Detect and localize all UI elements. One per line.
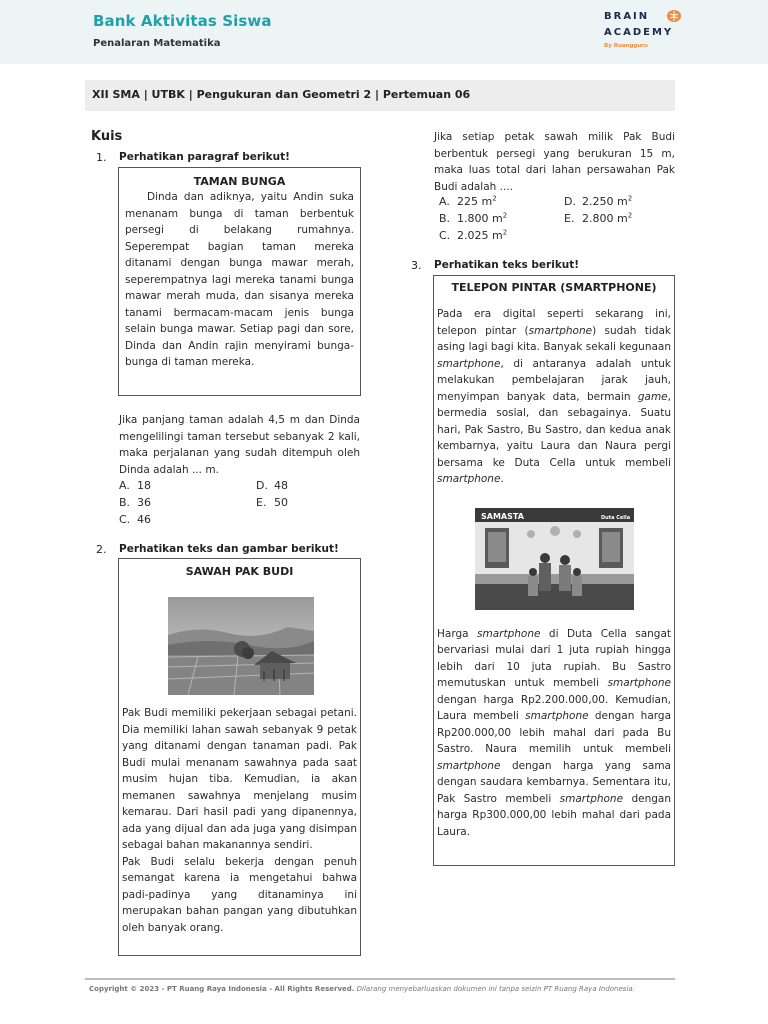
q1-option-b xyxy=(119,496,151,509)
store-sign: SAMASTA xyxy=(481,511,524,521)
q2-option-e-unit: m xyxy=(617,212,628,225)
q2-option-b xyxy=(439,212,507,225)
header-title: Bank Aktivitas Siswa xyxy=(93,12,272,30)
q2-option-a-label: A. xyxy=(439,195,450,208)
phone-store-illustration xyxy=(471,500,638,610)
logo-line2: ACADEMY xyxy=(604,27,674,38)
q2-option-e xyxy=(564,212,632,225)
q2-option-e-exp: 2 xyxy=(627,211,633,220)
header-subtitle: Penalaran Matematika xyxy=(93,38,221,49)
q1-option-d xyxy=(256,479,288,492)
q1-option-c xyxy=(119,513,151,526)
q1-number: 1. xyxy=(96,151,107,164)
q2-option-e-label: E. xyxy=(564,212,575,225)
page-header xyxy=(0,0,768,64)
q2-option-c-exp: 2 xyxy=(502,228,508,237)
logo-line1: BRAIN xyxy=(604,11,650,22)
q3-box-title: TELEPON PINTAR (SMARTPHONE) xyxy=(451,281,657,294)
q2-option-c-label: C. xyxy=(439,229,451,242)
q2-option-c-unit: m xyxy=(492,229,503,242)
q1-option-e-text: 50 xyxy=(274,496,288,509)
q2-option-a-exp: 2 xyxy=(492,194,497,203)
footer-notice: Dilarang menyebarluaskan dokumen ini tanpa seizin PT Ruang Raya Indonesia. xyxy=(356,985,635,993)
q2-box-title: SAWAH PAK BUDI xyxy=(185,565,294,578)
q1-option-c-text: 46 xyxy=(137,513,151,526)
logo-byline: By Ruangguru xyxy=(604,43,648,49)
q1-option-c-label: C. xyxy=(119,513,131,526)
q1-option-e-label: E. xyxy=(256,496,267,509)
q1-option-a-text: 18 xyxy=(137,479,151,492)
q2-option-e-value: 2.800 xyxy=(582,212,614,225)
q2-option-a xyxy=(439,195,497,208)
q2-option-d xyxy=(564,195,632,208)
q2-paragraph-1: Pak Budi memiliki pekerjaan sebagai petani. Dia memiliki lahan sawah sebanyak 9 petak yang ditanami dengan tanaman padi. Pak Budi mulai menanam sawahnya pada saat musim hujan tiba. Kemudian, ia akan memanen sawahnya menjelang musim kemarau. Dari hasil padi yang dipanennya, ada yang dijual dan ada juga yang disimpan sebagai bahan makanannya sendiri. xyxy=(122,707,357,851)
q2-option-d-exp: 2 xyxy=(627,194,633,203)
q3-text-box xyxy=(433,275,675,866)
q3-prompt: Perhatikan teks berikut! xyxy=(434,259,580,271)
page-footer xyxy=(89,985,635,993)
q2-number: 2. xyxy=(96,543,107,556)
q2-option-b-value: 1.800 xyxy=(457,212,489,225)
brain-academy-logo xyxy=(604,9,684,53)
q1-option-a xyxy=(119,479,151,492)
q2-paragraph-2: Pak Budi selalu bekerja dengan penuh semangat karena ia mengetahui bahwa padi-padinya yang ditanaminya ini merupakan bahan pangan yang dibutuhkan oleh banyak orang. xyxy=(122,855,357,934)
q2-option-c xyxy=(439,229,507,242)
q2-option-d-unit: m xyxy=(617,195,628,208)
store-name: Duta Cella xyxy=(601,514,631,521)
q1-option-d-label: D. xyxy=(256,479,268,492)
q2-option-b-unit: m xyxy=(492,212,503,225)
rice-field-illustration xyxy=(168,597,314,695)
brain-icon xyxy=(666,9,682,23)
q1-option-d-text: 48 xyxy=(274,479,288,492)
q2-question: Jika setiap petak sawah milik Pak Budi berbentuk persegi yang berukuran 15 m, maka luas total dari lahan persawahan Pak Budi adalah .... xyxy=(434,131,675,193)
q1-option-e xyxy=(256,496,288,509)
q2-prompt: Perhatikan teks dan gambar berikut! xyxy=(119,543,339,555)
footer-copyright: Copyright © 2023 - PT Ruang Raya Indonesia - All Rights Reserved. xyxy=(89,985,355,993)
q1-paragraph: Dinda dan adiknya, yaitu Andin suka menanam bunga di taman berbentuk persegi di belakang rumahnya. Seperempat bagian taman mereka ditanami dengan bunga mawar merah, seperempatnya lagi mereka tanami bunga mawar merah muda, dan sisanya mereka tanami bermacam-macam jenis bunga selain bunga mawar. Setiap pagi dan sore, Dinda dan Andin rajin menyirami bunga-bunga di taman mereka. xyxy=(125,191,354,368)
topic-bar xyxy=(85,80,675,111)
q1-question: Jika panjang taman adalah 4,5 m dan Dinda mengelilingi taman tersebut sebanyak 2 kali, maka perjalanan yang sudah ditempuh oleh Dinda adalah ... m. xyxy=(119,414,360,476)
q1-option-a-label: A. xyxy=(119,479,130,492)
q1-text-box xyxy=(118,167,361,396)
q3-paragraph-2: Harga smartphone di Duta Cella sangat bervariasi mulai dari 1 juta rupiah hingga lebih dari 10 juta rupiah. Bu Sastro memutuskan untuk membeli smartphone dengan harga Rp2.200.000,00. Kemudian, Laura membeli smartphone dengan harga Rp200.000,00 lebih mahal dari pada Bu Sastro. Naura memilih untuk membeli smartphone dengan harga yang sama dengan saudara kembarnya. Sementara itu, Pak Sastro membeli smartphone dengan harga Rp300.000,00 lebih mahal dari pada Laura. xyxy=(437,627,672,838)
footer-divider xyxy=(85,978,675,980)
q1-option-b-label: B. xyxy=(119,496,131,509)
q1-option-b-text: 36 xyxy=(137,496,151,509)
q2-text-box xyxy=(118,558,361,956)
q2-option-b-label: B. xyxy=(439,212,451,225)
q2-option-d-value: 2.250 xyxy=(582,195,614,208)
topic-text: XII SMA | UTBK | Pengukuran dan Geometri 2 | Pertemuan 06 xyxy=(92,88,471,101)
q1-box-title: TAMAN BUNGA xyxy=(193,175,286,188)
q3-number: 3. xyxy=(411,259,422,272)
q1-prompt: Perhatikan paragraf berikut! xyxy=(119,151,290,163)
q2-option-a-value: 225 xyxy=(457,195,478,208)
section-title: Kuis xyxy=(91,129,123,144)
q2-option-b-exp: 2 xyxy=(502,211,508,220)
q2-option-d-label: D. xyxy=(564,195,576,208)
q2-option-c-value: 2.025 xyxy=(457,229,489,242)
q2-option-a-unit: m xyxy=(481,195,493,208)
q3-paragraph-1: Pada era digital seperti sekarang ini, telepon pintar (smartphone) sudah tidak asing lagi bagi kita. Banyak sekali kegunaan smartphone, di antaranya adalah untuk melakukan pembelajaran jarak jauh, menyimpan banyak data, bermain game, bermedia sosial, dan sebagainya. Suatu hari, Pak Sastro, Bu Sastro, dan kedua anak kembarnya, yaitu Laura dan Naura pergi bersama ke Duta Cella untuk membeli smartphone. xyxy=(437,308,671,485)
